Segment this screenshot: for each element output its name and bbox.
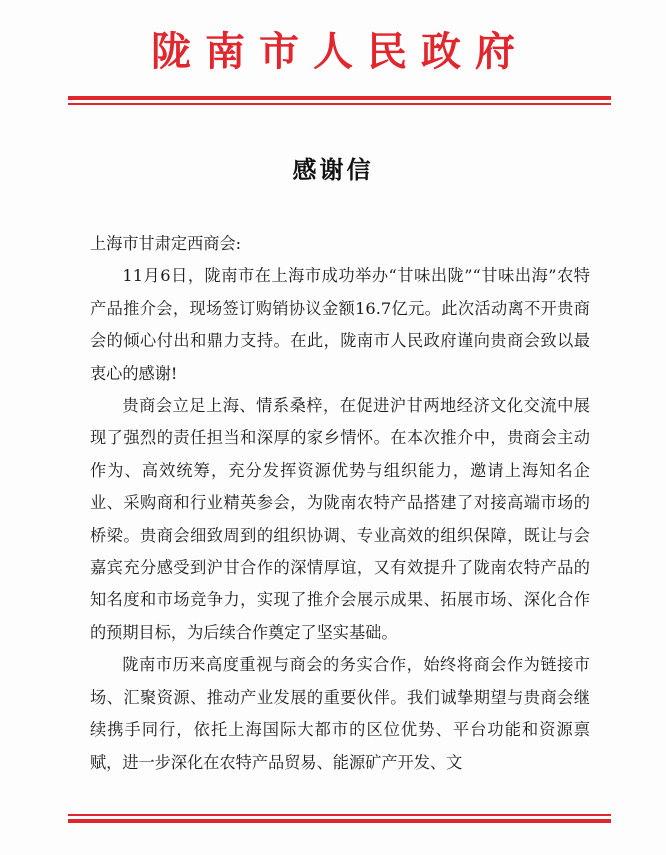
letter-title: 感谢信 (292, 155, 374, 184)
header-red-rule-thick (68, 96, 611, 100)
footer-red-rule-thin (68, 814, 611, 816)
header-red-rule-thin (68, 103, 611, 105)
letter-paragraph-1: 11月6日，陇南市在上海市成功举办“甘味出陇”“甘味出海”农特产品推介会，现场签订购销协议金额16.7亿元。此次活动离不开贵商会的倾心付出和鼎力支持。在此，陇南市人民政府谨向贵商会致以最衷心的感谢! (90, 266, 590, 383)
footer-red-rule-thick (68, 819, 611, 823)
letter-paragraph-2: 贵商会立足上海、情系桑梓，在促进沪甘两地经济文化交流中展现了强烈的责任担当和深厚的家乡情怀。在本次推介中，贵商会主动作为、高效统筹，充分发挥资源优势与组织能力，邀请上海知名企业、采购商和行业精英参会，为陇南农特产品搭建了对接高端市场的桥梁。贵商会细致周到的组织协调、专业高效的组织保障，既让与会嘉宾充分感受到沪甘合作的深情厚谊，又有效提升了陇南农特产品的知名度和市场竞争力，实现了推介会展示成果、拓展市场、深化合作的预期目标，为后续合作奠定了坚实基础。 (90, 396, 590, 642)
letter-body (90, 228, 590, 779)
letter-paragraph-3: 陇南市历来高度重视与商会的务实合作，始终将商会作为链接市场、汇聚资源、推动产业发展的重要伙伴。我们诚挚期望与贵商会继续携手同行，依托上海国际大都市的区位优势、平台功能和资源禀赋，进一步深化在农特产品贸易、能源矿产开发、文 (90, 655, 590, 772)
issuer-masthead: 陇南市人民政府 (151, 28, 529, 75)
letter-salutation: 上海市甘肃定西商会: (90, 234, 242, 253)
